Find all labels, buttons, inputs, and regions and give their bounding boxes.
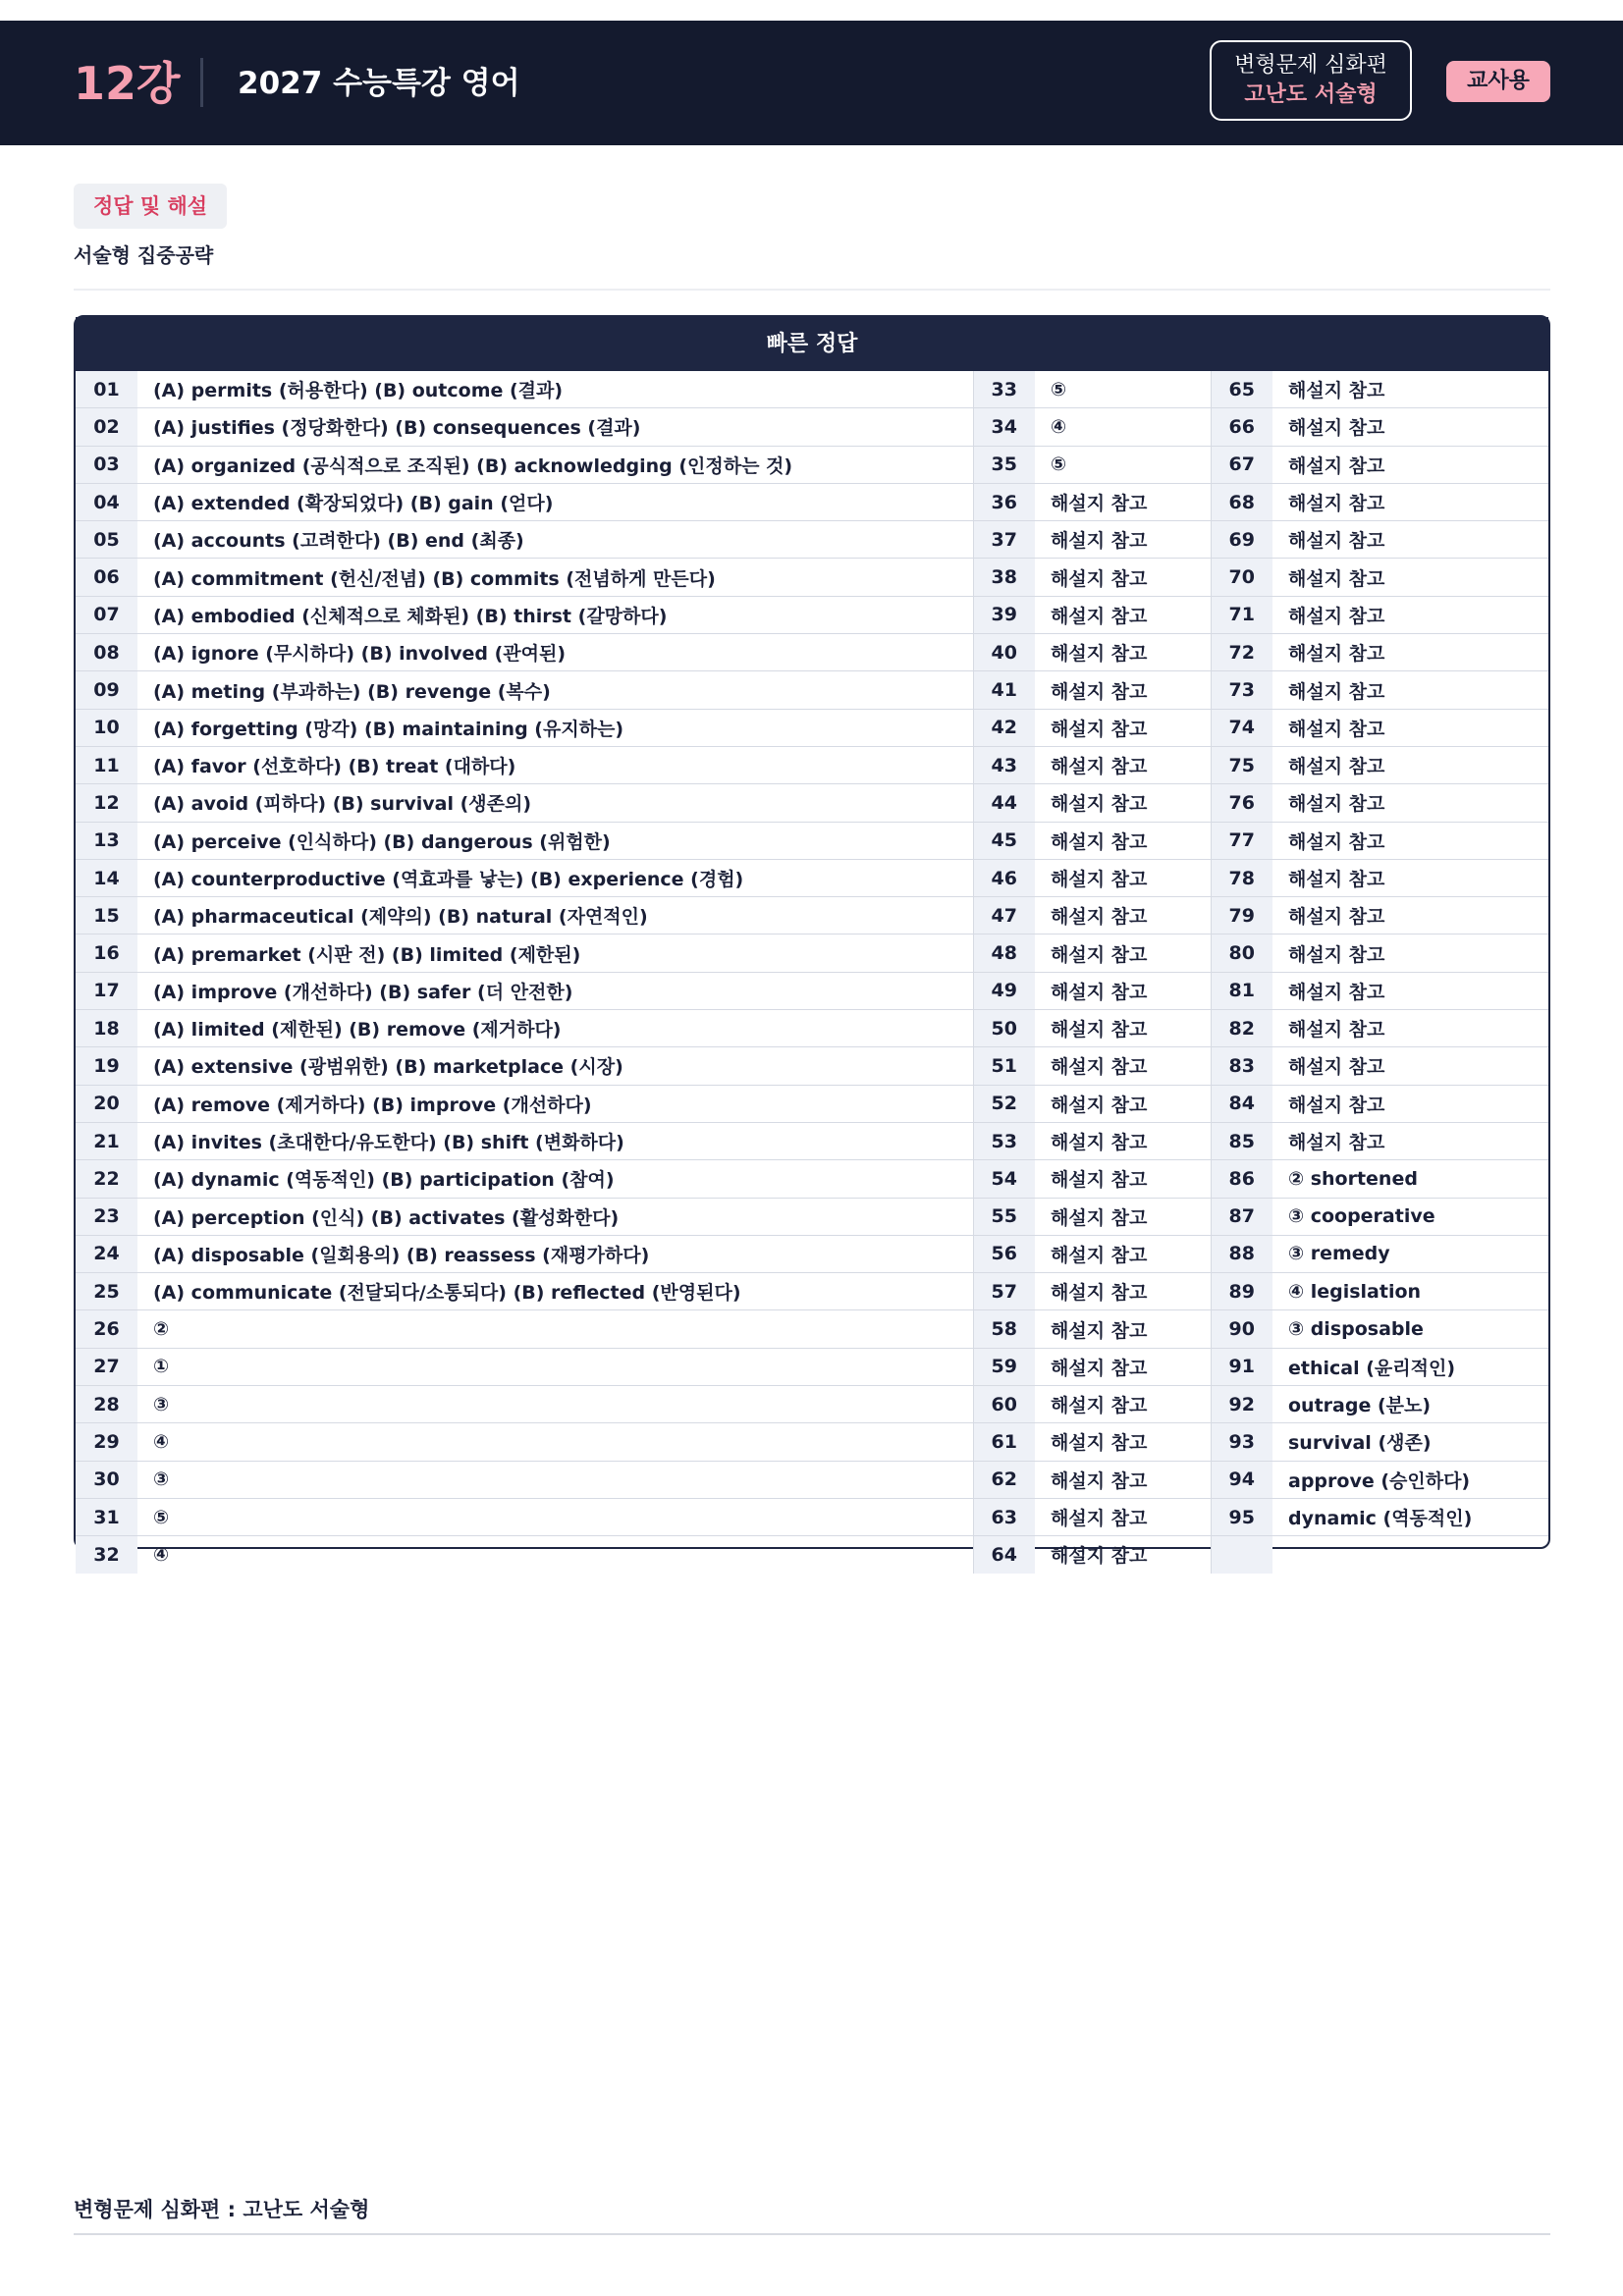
- table-row: [76, 1198, 1548, 1235]
- answer-number: 46: [973, 859, 1035, 896]
- answer-value: ④: [137, 1536, 973, 1574]
- table-row: [76, 897, 1548, 934]
- table-row: [76, 1386, 1548, 1423]
- answer-number: 81: [1211, 972, 1272, 1009]
- answer-value: ③: [137, 1461, 973, 1498]
- answer-number: 49: [973, 972, 1035, 1009]
- answer-number: 18: [76, 1010, 137, 1047]
- answer-number: 05: [76, 521, 137, 559]
- answer-number: 37: [973, 521, 1035, 559]
- answer-number: 12: [76, 784, 137, 822]
- answer-value: 해설지 참고: [1035, 1348, 1211, 1385]
- answer-number: 90: [1211, 1310, 1272, 1348]
- answer-value: (A) permits (허용한다) (B) outcome (결과): [137, 371, 973, 408]
- answer-number: 40: [973, 634, 1035, 671]
- answer-number: 14: [76, 859, 137, 896]
- answer-number: 29: [76, 1423, 137, 1461]
- answer-value: 해설지 참고: [1035, 934, 1211, 972]
- answer-number: 85: [1211, 1122, 1272, 1159]
- answer-value: 해설지 참고: [1272, 1010, 1548, 1047]
- answer-number: 56: [973, 1235, 1035, 1272]
- table-row: [76, 784, 1548, 822]
- answer-value: (A) embodied (신체적으로 체화된) (B) thirst (갈망하다): [137, 596, 973, 633]
- answer-value: (A) limited (제한된) (B) remove (제거하다): [137, 1010, 973, 1047]
- answer-number: 77: [1211, 822, 1272, 859]
- answer-number: 70: [1211, 559, 1272, 596]
- answer-value: 해설지 참고: [1035, 859, 1211, 896]
- answer-value: ④: [137, 1423, 973, 1461]
- answer-value: (A) perception (인식) (B) activates (활성화한다): [137, 1198, 973, 1235]
- answer-number: 59: [973, 1348, 1035, 1385]
- table-row: [76, 1348, 1548, 1385]
- answer-value: (A) premarket (시판 전) (B) limited (제한된): [137, 934, 973, 972]
- answer-value: 해설지 참고: [1035, 1461, 1211, 1498]
- table-row: [76, 1047, 1548, 1085]
- page-header: [0, 21, 1623, 145]
- answer-value: (A) accounts (고려한다) (B) end (최종): [137, 521, 973, 559]
- answer-value: 해설지 참고: [1035, 1423, 1211, 1461]
- answer-value: 해설지 참고: [1272, 972, 1548, 1009]
- answer-number: 26: [76, 1310, 137, 1348]
- answer-value: ⑤: [1035, 371, 1211, 408]
- answer-value: 해설지 참고: [1272, 859, 1548, 896]
- answer-number: 07: [76, 596, 137, 633]
- answer-value: 해설지 참고: [1272, 1047, 1548, 1085]
- answer-value: 해설지 참고: [1272, 934, 1548, 972]
- answer-value: 해설지 참고: [1035, 1498, 1211, 1535]
- answer-value: (A) disposable (일회용의) (B) reassess (재평가하다): [137, 1235, 973, 1272]
- answer-value: ③ disposable: [1272, 1310, 1548, 1348]
- answer-number: 31: [76, 1498, 137, 1535]
- answer-value: 해설지 참고: [1035, 521, 1211, 559]
- answer-number: 30: [76, 1461, 137, 1498]
- answer-number: 86: [1211, 1160, 1272, 1198]
- answer-value: 해설지 참고: [1272, 521, 1548, 559]
- answer-number: 16: [76, 934, 137, 972]
- answer-value: 해설지 참고: [1035, 1010, 1211, 1047]
- answer-number: 45: [973, 822, 1035, 859]
- answer-number: 62: [973, 1461, 1035, 1498]
- answer-number: 78: [1211, 859, 1272, 896]
- answer-value: ①: [137, 1348, 973, 1385]
- answer-value: 해설지 참고: [1272, 709, 1548, 746]
- table-row: [76, 1160, 1548, 1198]
- answer-number: 93: [1211, 1423, 1272, 1461]
- answer-value: 해설지 참고: [1272, 1122, 1548, 1159]
- answer-value: ③ remedy: [1272, 1235, 1548, 1272]
- answer-value: 해설지 참고: [1035, 1310, 1211, 1348]
- answer-value: 해설지 참고: [1035, 596, 1211, 633]
- answer-number: 13: [76, 822, 137, 859]
- answer-value: (A) avoid (피하다) (B) survival (생존의): [137, 784, 973, 822]
- answer-value: 해설지 참고: [1035, 1198, 1211, 1235]
- answer-value: 해설지 참고: [1035, 1386, 1211, 1423]
- quick-answer-title: 빠른 정답: [76, 317, 1548, 371]
- answer-value: 해설지 참고: [1035, 822, 1211, 859]
- answer-number: 08: [76, 634, 137, 671]
- answer-value: (A) dynamic (역동적인) (B) participation (참여): [137, 1160, 973, 1198]
- answer-value: (A) commitment (헌신/전념) (B) commits (전념하게 만든다): [137, 559, 973, 596]
- answer-number: 57: [973, 1273, 1035, 1310]
- answer-number: 34: [973, 408, 1035, 446]
- answer-number: 89: [1211, 1273, 1272, 1310]
- answer-value: 해설지 참고: [1035, 671, 1211, 709]
- answer-number: 48: [973, 934, 1035, 972]
- answer-value: 해설지 참고: [1035, 1122, 1211, 1159]
- header-divider: [200, 58, 203, 107]
- section-pill: 정답 및 해설: [74, 184, 227, 229]
- answer-number: 15: [76, 897, 137, 934]
- table-row: [76, 1423, 1548, 1461]
- answer-value: ③: [137, 1386, 973, 1423]
- table-row: [76, 596, 1548, 633]
- edition-badge: [1210, 40, 1412, 121]
- answer-value: 해설지 참고: [1035, 972, 1211, 1009]
- answer-number: 72: [1211, 634, 1272, 671]
- answer-number: 09: [76, 671, 137, 709]
- answer-number: 19: [76, 1047, 137, 1085]
- answer-value: 해설지 참고: [1035, 1235, 1211, 1272]
- table-row: [76, 1085, 1548, 1122]
- answer-number: 22: [76, 1160, 137, 1198]
- teacher-tag: 교사용: [1446, 61, 1550, 102]
- table-row: [76, 972, 1548, 1009]
- answer-number: 71: [1211, 596, 1272, 633]
- answer-number: 88: [1211, 1235, 1272, 1272]
- table-row: [76, 1536, 1548, 1574]
- answer-value: dynamic (역동적인): [1272, 1498, 1548, 1535]
- answer-value: 해설지 참고: [1035, 559, 1211, 596]
- answer-number: 66: [1211, 408, 1272, 446]
- answer-number: 67: [1211, 446, 1272, 483]
- answer-number: 36: [973, 483, 1035, 520]
- answer-number: 61: [973, 1423, 1035, 1461]
- answer-number: 06: [76, 559, 137, 596]
- table-row: [76, 709, 1548, 746]
- answer-value: 해설지 참고: [1035, 634, 1211, 671]
- answer-number: 27: [76, 1348, 137, 1385]
- answer-value: survival (생존): [1272, 1423, 1548, 1461]
- answer-value: 해설지 참고: [1272, 784, 1548, 822]
- answer-number: 91: [1211, 1348, 1272, 1385]
- answer-number: 84: [1211, 1085, 1272, 1122]
- table-row: [76, 822, 1548, 859]
- answer-value: 해설지 참고: [1272, 671, 1548, 709]
- answer-number: 92: [1211, 1386, 1272, 1423]
- table-row: [76, 634, 1548, 671]
- answer-value: 해설지 참고: [1272, 408, 1548, 446]
- answer-number: 87: [1211, 1198, 1272, 1235]
- section-divider: [74, 289, 1550, 291]
- answer-number: 38: [973, 559, 1035, 596]
- answer-number: [1211, 1536, 1272, 1574]
- answer-value: (A) invites (초대한다/유도한다) (B) shift (변화하다): [137, 1122, 973, 1159]
- table-row: [76, 1235, 1548, 1272]
- answer-number: 23: [76, 1198, 137, 1235]
- answer-value: (A) perceive (인식하다) (B) dangerous (위험한): [137, 822, 973, 859]
- answer-number: 60: [973, 1386, 1035, 1423]
- answer-number: 64: [973, 1536, 1035, 1574]
- answer-number: 21: [76, 1122, 137, 1159]
- answer-number: 76: [1211, 784, 1272, 822]
- answer-number: 24: [76, 1235, 137, 1272]
- lesson-number: 12강: [74, 57, 181, 110]
- table-row: [76, 408, 1548, 446]
- answer-number: 42: [973, 709, 1035, 746]
- answer-number: 69: [1211, 521, 1272, 559]
- answer-number: 32: [76, 1536, 137, 1574]
- answer-value: outrage (분노): [1272, 1386, 1548, 1423]
- answer-number: 10: [76, 709, 137, 746]
- answer-value: 해설지 참고: [1035, 746, 1211, 783]
- answer-value: 해설지 참고: [1272, 822, 1548, 859]
- answer-value: 해설지 참고: [1035, 784, 1211, 822]
- table-row: [76, 559, 1548, 596]
- answer-number: 53: [973, 1122, 1035, 1159]
- answer-value: ② shortened: [1272, 1160, 1548, 1198]
- answer-number: 55: [973, 1198, 1035, 1235]
- answer-number: 65: [1211, 371, 1272, 408]
- answer-number: 80: [1211, 934, 1272, 972]
- answer-number: 03: [76, 446, 137, 483]
- answer-number: 79: [1211, 897, 1272, 934]
- table-row: [76, 483, 1548, 520]
- answer-value: (A) organized (공식적으로 조직된) (B) acknowledging (인정하는 것): [137, 446, 973, 483]
- answer-value: [1272, 1536, 1548, 1574]
- answer-value: (A) pharmaceutical (제약의) (B) natural (자연적인): [137, 897, 973, 934]
- answer-value: 해설지 참고: [1035, 1085, 1211, 1122]
- answer-value: 해설지 참고: [1272, 483, 1548, 520]
- answer-value: (A) ignore (무시하다) (B) involved (관여된): [137, 634, 973, 671]
- answer-value: 해설지 참고: [1272, 446, 1548, 483]
- answer-value: 해설지 참고: [1035, 1160, 1211, 1198]
- answer-number: 75: [1211, 746, 1272, 783]
- answer-number: 17: [76, 972, 137, 1009]
- answer-number: 02: [76, 408, 137, 446]
- edition-badge-line1: 변형문제 심화편: [1234, 53, 1387, 78]
- answer-number: 47: [973, 897, 1035, 934]
- answer-value: approve (승인하다): [1272, 1461, 1548, 1498]
- answer-value: (A) communicate (전달되다/소통되다) (B) reflected (반영된다): [137, 1273, 973, 1310]
- quick-answer-table: [74, 315, 1550, 1568]
- answer-number: 54: [973, 1160, 1035, 1198]
- answer-value: ④: [1035, 408, 1211, 446]
- answer-value: ethical (윤리적인): [1272, 1348, 1548, 1385]
- table-row: [76, 1310, 1548, 1348]
- answer-value: 해설지 참고: [1272, 559, 1548, 596]
- answer-value: (A) forgetting (망각) (B) maintaining (유지하는): [137, 709, 973, 746]
- answer-value: ②: [137, 1310, 973, 1348]
- answer-value: ⑤: [1035, 446, 1211, 483]
- table-row: [76, 746, 1548, 783]
- book-title: 2027 수능특강 영어: [238, 66, 520, 101]
- edition-badge-line2: 고난도 서술형: [1244, 82, 1378, 107]
- answer-number: 52: [973, 1085, 1035, 1122]
- answer-value: ④ legislation: [1272, 1273, 1548, 1310]
- answer-number: 25: [76, 1273, 137, 1310]
- answer-value: 해설지 참고: [1272, 596, 1548, 633]
- answer-value: (A) favor (선호하다) (B) treat (대하다): [137, 746, 973, 783]
- table-row: [76, 1122, 1548, 1159]
- answer-number: 41: [973, 671, 1035, 709]
- answer-number: 11: [76, 746, 137, 783]
- answer-value: 해설지 참고: [1272, 1085, 1548, 1122]
- answer-value: 해설지 참고: [1272, 746, 1548, 783]
- table-row: [76, 934, 1548, 972]
- table-row: [76, 1498, 1548, 1535]
- answer-number: 35: [973, 446, 1035, 483]
- answer-value: ③ cooperative: [1272, 1198, 1548, 1235]
- footer-divider: [74, 2233, 1550, 2235]
- answer-value: 해설지 참고: [1272, 371, 1548, 408]
- answer-value: (A) extensive (광범위한) (B) marketplace (시장): [137, 1047, 973, 1085]
- answer-value: 해설지 참고: [1035, 483, 1211, 520]
- answer-number: 68: [1211, 483, 1272, 520]
- answer-value: (A) meting (부과하는) (B) revenge (복수): [137, 671, 973, 709]
- answer-number: 51: [973, 1047, 1035, 1085]
- table-row: [76, 521, 1548, 559]
- answer-number: 95: [1211, 1498, 1272, 1535]
- answer-number: 28: [76, 1386, 137, 1423]
- answer-number: 74: [1211, 709, 1272, 746]
- table-row: [76, 1010, 1548, 1047]
- answer-value: ⑤: [137, 1498, 973, 1535]
- answer-value: 해설지 참고: [1272, 897, 1548, 934]
- answer-number: 73: [1211, 671, 1272, 709]
- answer-value: 해설지 참고: [1035, 897, 1211, 934]
- answer-value: 해설지 참고: [1035, 1273, 1211, 1310]
- answer-value: (A) remove (제거하다) (B) improve (개선하다): [137, 1085, 973, 1122]
- table-row: [76, 1273, 1548, 1310]
- answer-number: 94: [1211, 1461, 1272, 1498]
- answer-value: (A) justifies (정당화한다) (B) consequences (결과): [137, 408, 973, 446]
- answer-number: 20: [76, 1085, 137, 1122]
- answer-number: 63: [973, 1498, 1035, 1535]
- table-row: [76, 446, 1548, 483]
- answer-value: 해설지 참고: [1035, 709, 1211, 746]
- answer-number: 50: [973, 1010, 1035, 1047]
- answer-value: 해설지 참고: [1035, 1047, 1211, 1085]
- answer-number: 04: [76, 483, 137, 520]
- answer-value: 해설지 참고: [1272, 634, 1548, 671]
- answer-number: 82: [1211, 1010, 1272, 1047]
- answer-value: (A) improve (개선하다) (B) safer (더 안전한): [137, 972, 973, 1009]
- answer-number: 58: [973, 1310, 1035, 1348]
- answer-number: 44: [973, 784, 1035, 822]
- answer-value: (A) extended (확장되었다) (B) gain (얻다): [137, 483, 973, 520]
- table-row: [76, 1461, 1548, 1498]
- table-row: [76, 371, 1548, 408]
- answer-grid: [76, 371, 1548, 1574]
- section-subtitle: 서술형 집중공략: [74, 243, 214, 267]
- footer-title: 변형문제 심화편 : 고난도 서술형: [74, 2198, 370, 2221]
- answer-value: (A) counterproductive (역효과를 낳는) (B) experience (경험): [137, 859, 973, 896]
- answer-number: 39: [973, 596, 1035, 633]
- table-row: [76, 671, 1548, 709]
- answer-value: 해설지 참고: [1035, 1536, 1211, 1574]
- answer-number: 01: [76, 371, 137, 408]
- answer-number: 33: [973, 371, 1035, 408]
- answer-number: 43: [973, 746, 1035, 783]
- answer-number: 83: [1211, 1047, 1272, 1085]
- table-row: [76, 859, 1548, 896]
